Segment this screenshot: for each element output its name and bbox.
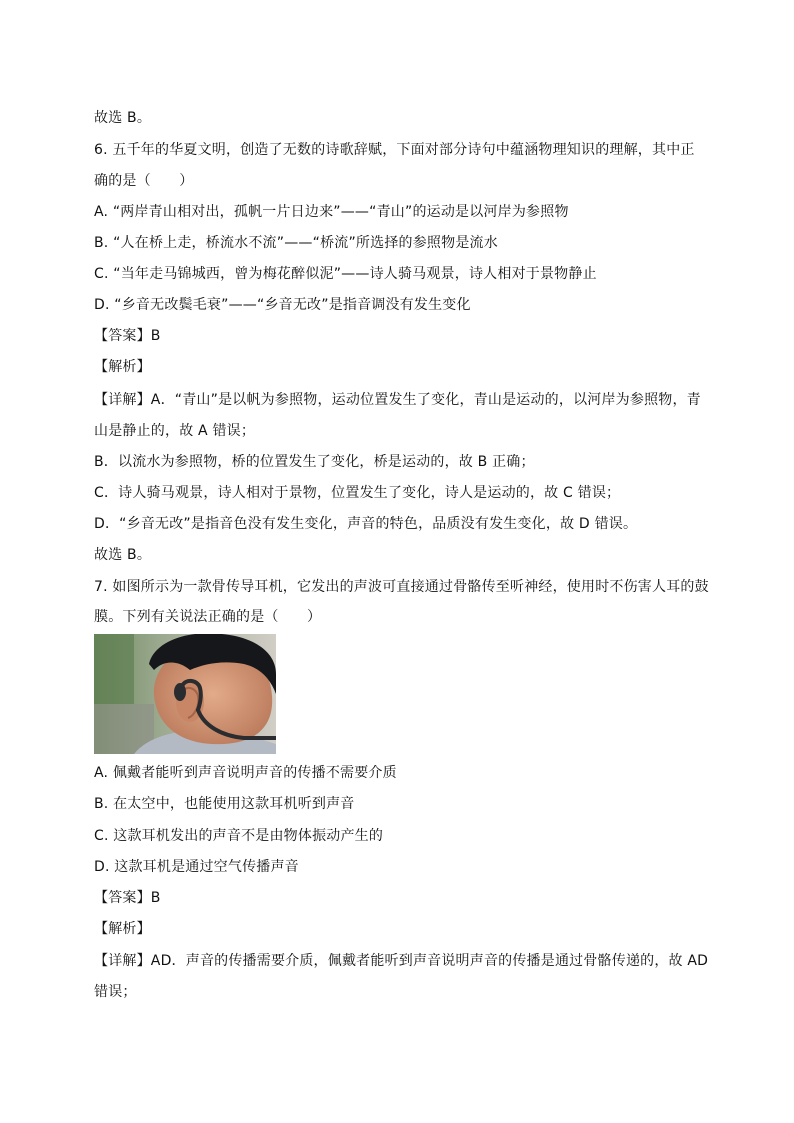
detail-explanation: 【详解】A．“青山”是以帆为参照物，运动位置发生了变化，青山是运动的，以河岸为参照物，青	[94, 392, 701, 408]
question-7-stem-cont: 膜。下列有关说法正确的是（ ）	[94, 609, 322, 625]
explanation-d: D．“乡音无改”是指音色没有发生变化，声音的特色，品质没有发生变化，故 D 错误。	[94, 516, 638, 532]
detail-explanation-cont: 山是静止的，故 A 错误；	[94, 423, 256, 439]
question-7-option-b: B. 在太空中，也能使用这款耳机听到声音	[94, 796, 355, 812]
conclusion-text: 故选 B。	[94, 110, 152, 126]
question-6-option-c: C. “当年走马锦城西，曾为梅花醉似泥”——诗人骑马观景，诗人相对于景物静止	[94, 266, 597, 282]
explanation-b: B．以流水为参照物，桥的位置发生了变化，桥是运动的，故 B 正确；	[94, 454, 535, 470]
question-7-option-d: D. 这款耳机是通过空气传播声音	[94, 859, 299, 875]
explanation-c: C．诗人骑马观景，诗人相对于景物，位置发生了变化，诗人是运动的，故 C 错误；	[94, 485, 621, 501]
question-6-option-a: A. “两岸青山相对出，孤帆一片日边来”——“青山”的运动是以河岸为参照物	[94, 204, 569, 220]
question-6-option-d: D. “乡音无改鬓毛衰”——“乡音无改”是指音调没有发生变化	[94, 297, 471, 313]
headphone-photo	[94, 634, 276, 754]
question-7-stem: 7. 如图所示为一款骨传导耳机，它发出的声波可直接通过骨骼传至听神经，使用时不伤害人耳的鼓	[94, 579, 709, 595]
analysis-label: 【解析】	[94, 359, 151, 375]
analysis-label: 【解析】	[94, 921, 151, 937]
detail-explanation-cont: 错误；	[94, 984, 137, 1000]
answer-label: 【答案】B	[94, 328, 161, 344]
question-6-stem: 6. 五千年的华夏文明，创造了无数的诗歌辞赋，下面对部分诗句中蕴涵物理知识的理解，其中正	[94, 142, 695, 158]
question-6-option-b: B. “人在桥上走，桥流水不流”——“桥流”所选择的参照物是流水	[94, 235, 498, 251]
question-7-option-a: A. 佩戴者能听到声音说明声音的传播不需要介质	[94, 765, 397, 781]
detail-explanation: 【详解】AD．声音的传播需要介质，佩戴者能听到声音说明声音的传播是通过骨骼传递的，故 AD	[94, 953, 709, 969]
question-6-stem-cont: 确的是（ ）	[94, 173, 194, 189]
question-7-option-c: C. 这款耳机发出的声音不是由物体振动产生的	[94, 828, 384, 844]
conclusion-text: 故选 B。	[94, 547, 152, 563]
answer-label: 【答案】B	[94, 890, 161, 906]
